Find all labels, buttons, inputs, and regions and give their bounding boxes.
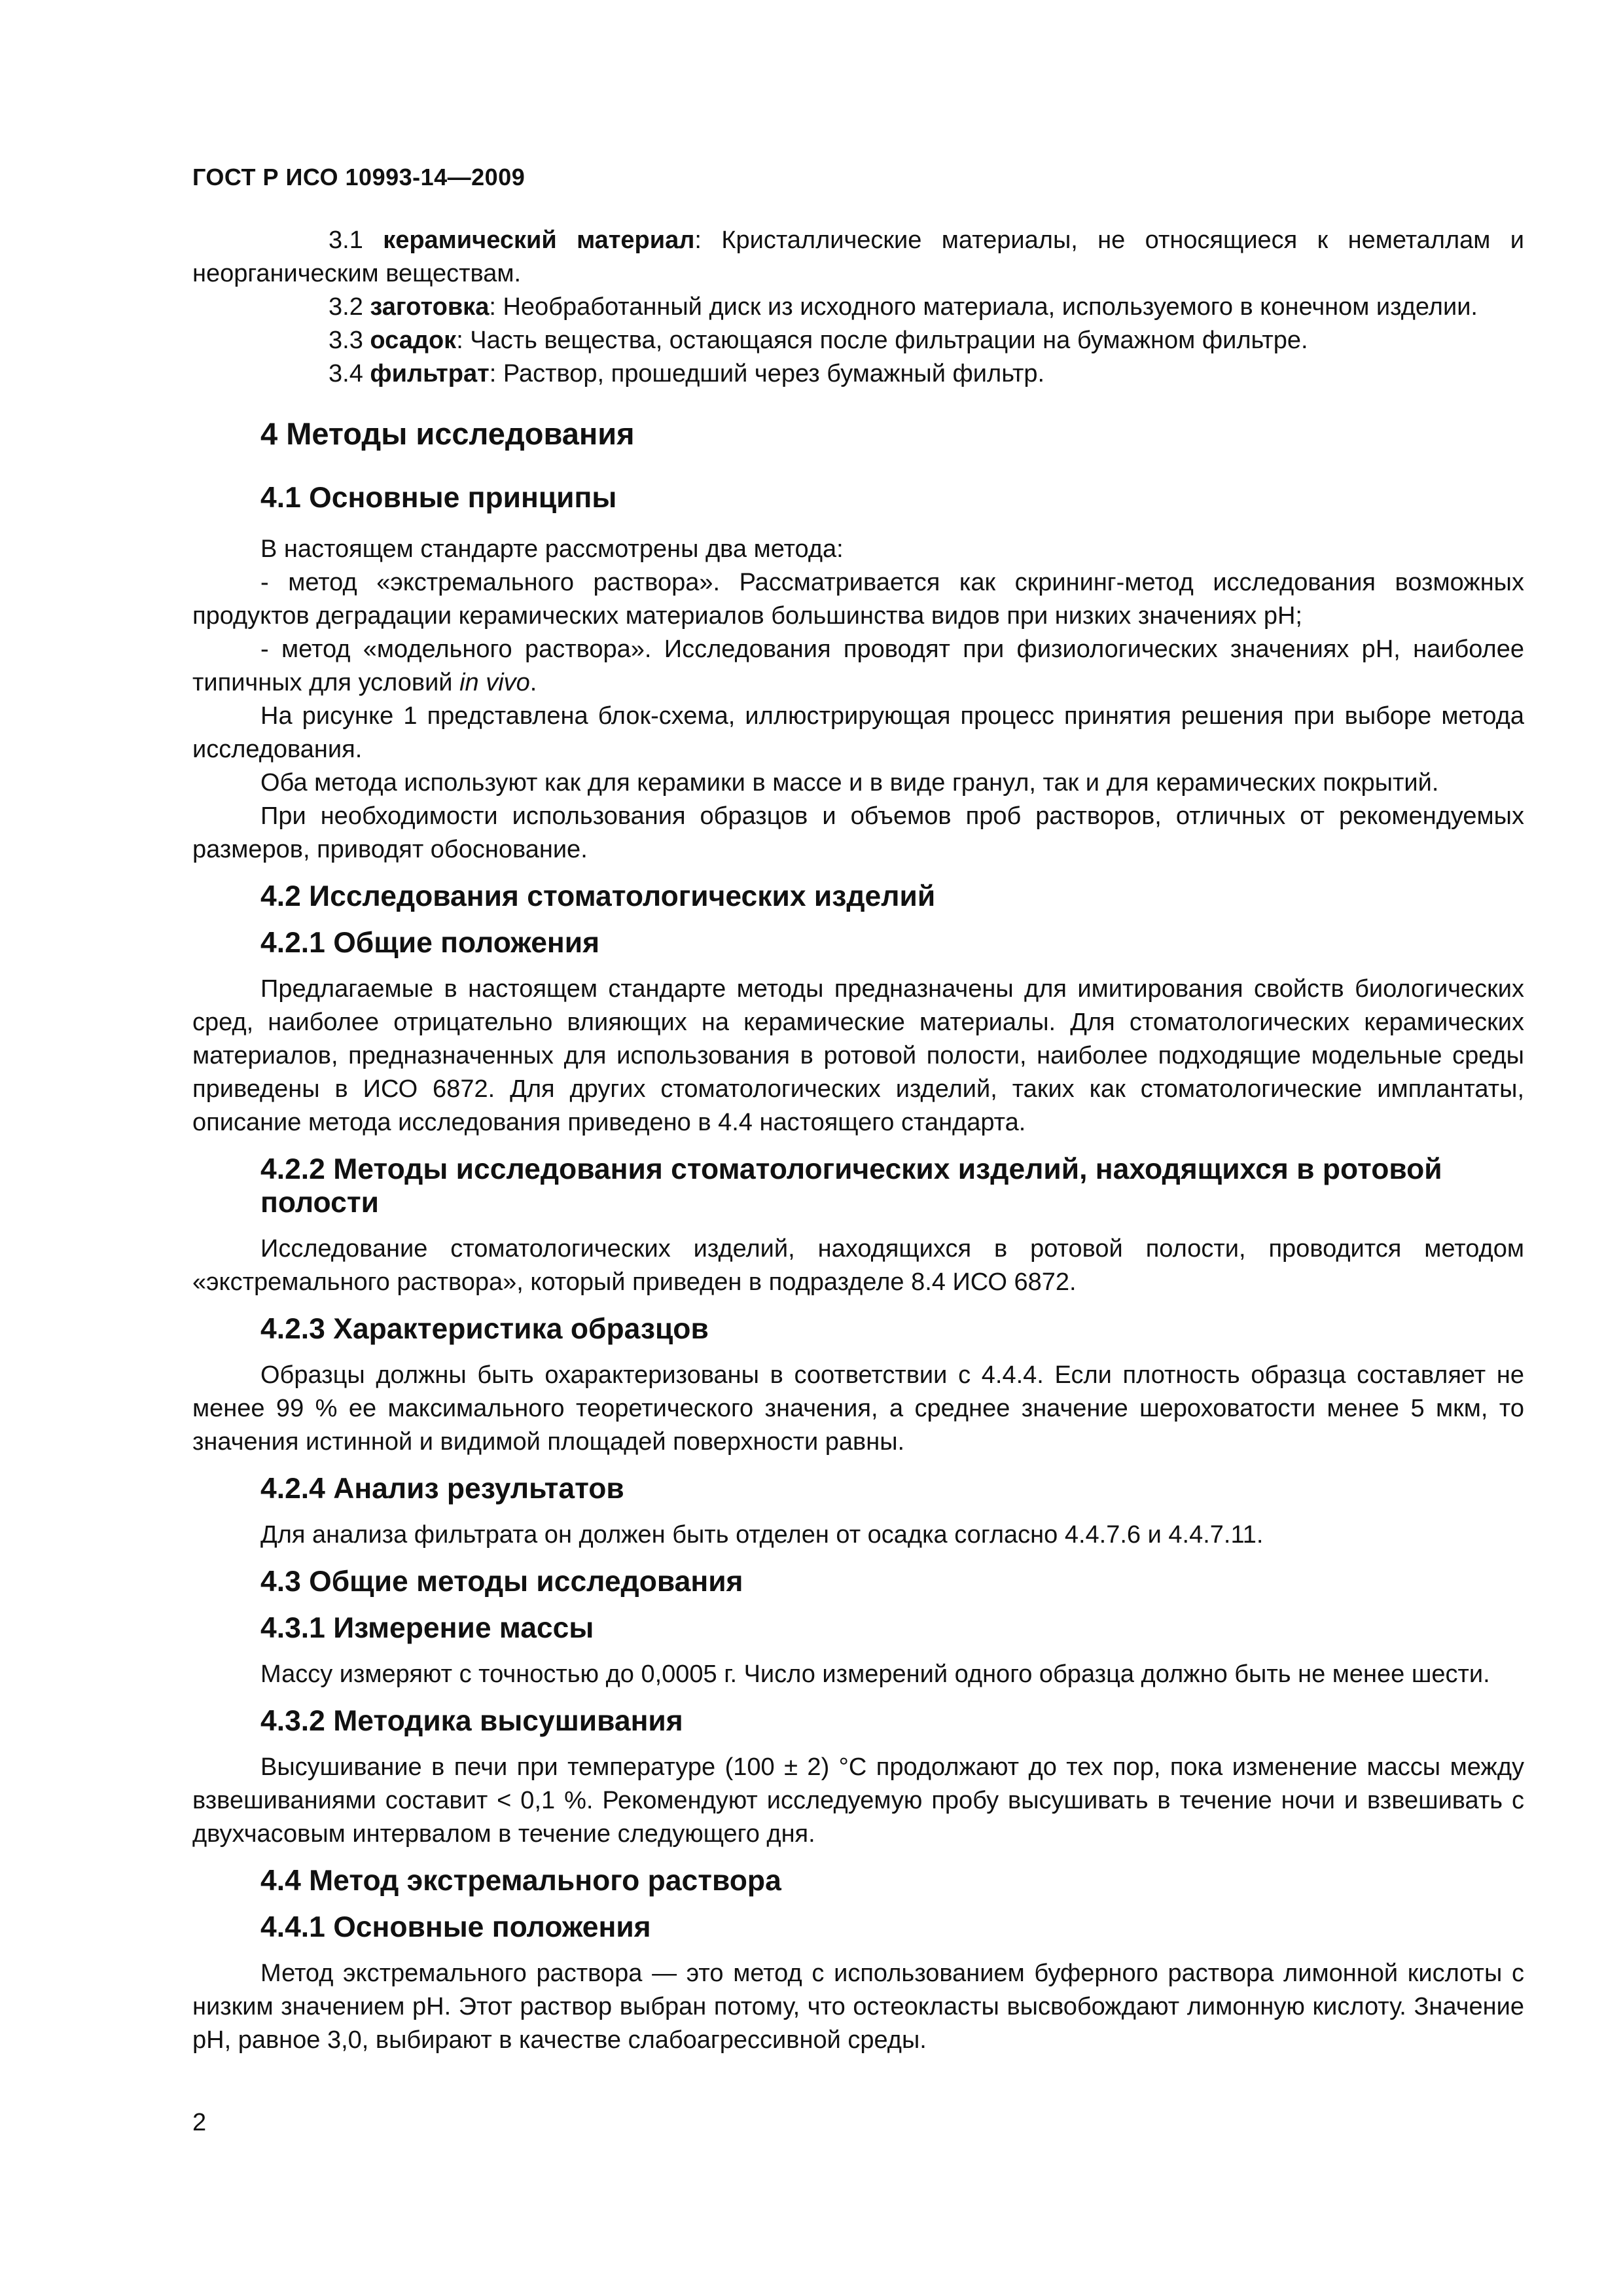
subsection-heading: 4.2.2 Методы исследования стоматологических изделий, находящихся в ротовой полости bbox=[260, 1153, 1442, 1219]
subsection-heading: 4.2.4 Анализ результатов bbox=[260, 1473, 624, 1505]
document-body bbox=[192, 224, 1524, 2057]
list-item: - метод «экстремального раствора». Рассматривается как скрининг-метод исследования возможных продуктов деградации керамических материалов большинства видов при низких значениях pH; bbox=[192, 569, 1524, 630]
paragraph: Высушивание в печи при температуре (100 ± 2) °C продолжают до тех пор, пока изменение массы между взвешиваниями составит < 0,1 %. Рекомендуют исследуемую пробу высушивать в течение ночи и взвешивать с двухчасовым интервалом в течение следующего дня. bbox=[192, 1753, 1524, 1848]
paragraph: Оба метода используют как для керамики в массе и в виде гранул, так и для керамических покрытий. bbox=[260, 769, 1439, 797]
subsection-heading: 4.2.3 Характеристика образцов bbox=[260, 1313, 709, 1345]
term-name: керамический материал bbox=[383, 226, 695, 254]
subsection-heading: 4.3.1 Измерение массы bbox=[260, 1612, 594, 1644]
subsection-heading: 4.2 Исследования стоматологических изделий bbox=[260, 880, 936, 912]
term-number: 3.1 bbox=[329, 226, 363, 254]
term-definition: 3.3 осадок: Часть вещества, остающаяся после фильтрации на бумажном фильтре. bbox=[192, 324, 1524, 357]
term-name: осадок bbox=[370, 327, 457, 354]
subsection-heading: 4.4 Метод экстремального раствора bbox=[260, 1865, 781, 1897]
term-text: Раствор, прошедший через бумажный фильтр. bbox=[496, 360, 1045, 387]
term-text: Кристаллические материалы, не относящиеся к неметаллам и неорганическим веществам. bbox=[192, 226, 1524, 287]
term-text: Необработанный диск из исходного материала, используемого в конечном изделии. bbox=[495, 293, 1478, 321]
paragraph: Для анализа фильтрата он должен быть отделен от осадка согласно 4.4.7.6 и 4.4.7.11. bbox=[260, 1521, 1264, 1549]
paragraph: При необходимости использования образцов и объемов проб растворов, отличных от рекомендуемых размеров, приводят обоснование. bbox=[192, 802, 1524, 863]
paragraph: Образцы должны быть охарактеризованы в соответствии с 4.4.4. Если плотность образца составляет не менее 99 % ее максимального теоретического значения, а среднее значение шероховатости менее 5 мкм, то значения истинной и видимой площадей поверхности равны. bbox=[192, 1361, 1524, 1456]
paragraph: В настоящем стандарте рассмотрены два метода: bbox=[260, 535, 844, 563]
term-definition: 3.1 керамический материал: Кристаллические материалы, не относящиеся к неметаллам и неорганическим веществам. bbox=[192, 224, 1524, 291]
subsection-heading: 4.3.2 Методика высушивания bbox=[260, 1705, 683, 1737]
term-name: заготовка bbox=[370, 293, 490, 321]
term-definition: 3.2 заготовка: Необработанный диск из исходного материала, используемого в конечном изделии. bbox=[192, 291, 1524, 324]
paragraph: Исследование стоматологических изделий, находящихся в ротовой полости, проводится методом «экстремального раствора», который приведен в подразделе 8.4 ИСО 6872. bbox=[192, 1235, 1524, 1296]
page-number: 2 bbox=[192, 2109, 207, 2136]
subsection-heading: 4.4.1 Основные положения bbox=[260, 1911, 651, 1943]
term-number: 3.4 bbox=[329, 360, 363, 387]
term-definition: 3.4 фильтрат: Раствор, прошедший через бумажный фильтр. bbox=[192, 357, 1524, 391]
term-text: Часть вещества, остающаяся после фильтрации на бумажном фильтре. bbox=[463, 327, 1308, 354]
paragraph: На рисунке 1 представлена блок-схема, иллюстрирующая процесс принятия решения при выборе метода исследования. bbox=[192, 702, 1524, 763]
subsection-heading: 4.1 Основные принципы bbox=[260, 482, 617, 514]
paragraph: Массу измеряют с точностью до 0,0005 г. Число измерений одного образца должно быть не менее шести. bbox=[260, 1660, 1490, 1688]
subsection-heading: 4.3 Общие методы исследования bbox=[260, 1566, 743, 1598]
term-name: фильтрат bbox=[370, 360, 490, 387]
document-header: ГОСТ Р ИСО 10993-14—2009 bbox=[192, 164, 526, 190]
term-number: 3.2 bbox=[329, 293, 363, 321]
paragraph: Предлагаемые в настоящем стандарте методы предназначены для имитирования свойств биологических сред, наиболее отрицательно влияющих на керамические материалы. Для стоматологических керамических материалов, предназначенных для использования в ротовой полости, наиболее подходящие модельные среды приведены в ИСО 6872. Для других стоматологических изделий, таких как стоматологические имплантаты, описание метода исследования приведено в 4.4 настоящего стандарта. bbox=[192, 975, 1524, 1136]
section-heading: 4 Методы исследования bbox=[260, 416, 635, 451]
list-item: - метод «модельного раствора». Исследования проводят при физиологических значениях pH, наиболее типичных для условий in vivo. bbox=[192, 636, 1524, 696]
paragraph: Метод экстремального раствора — это метод с использованием буферного раствора лимонной кислоты с низким значением pH. Этот раствор выбран потому, что остеокласты высвобождают лимонную кислоту. Значение pH, равное 3,0, выбирают в качестве слабоагрессивной среды. bbox=[192, 1960, 1524, 2054]
term-number: 3.3 bbox=[329, 327, 363, 354]
subsection-heading: 4.2.1 Общие положения bbox=[260, 927, 600, 959]
italic-term: in vivo bbox=[459, 669, 530, 696]
